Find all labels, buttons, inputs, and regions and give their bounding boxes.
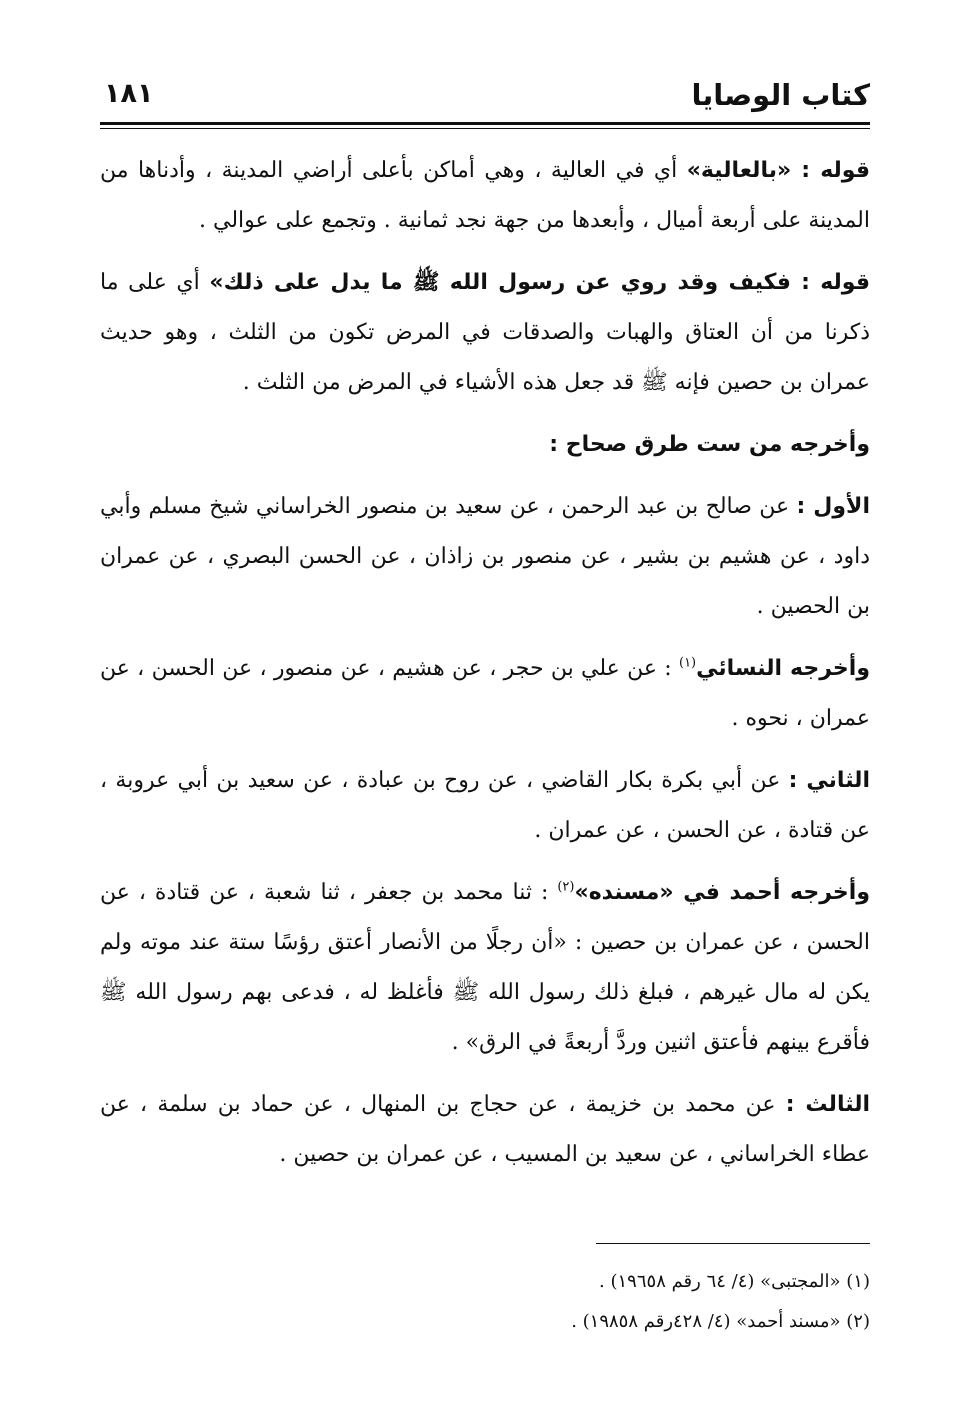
footnote-ref[interactable]: (١) [678,655,697,671]
paragraph [100,258,870,408]
paragraph-lead: الأول : [796,494,870,519]
paragraph [100,644,870,744]
paragraph-lead: وأخرجه أحمد في «مسنده» [574,880,870,905]
paragraph-lead: وأخرجه النسائي [696,656,870,681]
paragraph [100,482,870,632]
footnote-separator [596,1243,870,1244]
paragraph-text: عن محمد بن خزيمة ، عن حجاج بن المنهال ، عن حماد بن سلمة ، عن عطاء الخراساني ، عن سعيد بن المسيب ، عن عمران بن حصين . [100,1092,870,1167]
paragraph [100,868,870,1068]
paragraph-text: أي على ما ذكرنا من أن العتاق والهبات والصدقات في المرض تكون من الثلث ، وهو حديث عمران بن حصين فإنه ﷺ قد جعل هذه الأشياء في المرض من الثلث . [100,270,870,395]
paragraph-lead: الثالث : [785,1092,870,1117]
page-number: ١٨١ [104,78,154,109]
footnotes [100,1262,870,1342]
footnote: (٢) «مسند أحمد» (٤/ ٤٢٨رقم ١٩٨٥٨) . [571,1311,870,1332]
paragraph [100,756,870,856]
paragraph [100,1080,870,1180]
footnote-ref[interactable]: (٢) [557,879,575,895]
paragraph-text: أي في العالية ، وهي أماكن بأعلى أراضي المدينة ، وأدناها من المدينة على أربعة أميال ، وأبعدها من جهة نجد ثمانية . وتجمع على عوالي . [100,158,870,233]
paragraph-text: عن صالح بن عبد الرحمن ، عن سعيد بن منصور الخراساني شيخ مسلم وأبي داود ، عن هشيم بن بشير ، عن منصور بن زاذان ، عن الحسن البصري ، عن عمران بن الحصين . [100,494,870,619]
paragraph-lead: وأخرجه من ست طرق صحاح : [549,432,870,457]
footnote: (١) «المجتبى» (٤/ ٦٤ رقم ١٩٦٥٨) . [599,1271,870,1292]
main-text [100,146,870,1192]
paragraph [100,420,870,470]
header-rule-thick [100,122,870,125]
paragraph-text: : ثنا محمد بن جعفر ، ثنا شعبة ، عن قتادة ، عن الحسن ، عن عمران بن حصين : «أن رجلًا من الأنصار أعتق رؤسًا ستة عند موته ولم يكن له مال غيرهم ، فبلغ ذلك رسول الله ﷺ فأغلظ له ، فدعى بهم رسول الله ﷺ فأقرع بينهم فأعتق اثنين وردَّ أربعةً في الرق» . [100,880,870,1055]
page-header [100,78,870,118]
paragraph-text: : عن علي بن حجر ، عن هشيم ، عن منصور ، عن الحسن ، عن عمران ، نحوه . [100,656,870,731]
paragraph-lead: قوله : فكيف وقد روي عن رسول الله ﷺ ما يدل على ذلك» [209,270,871,295]
chapter-title: كتاب الوصايا [691,78,870,112]
paragraph-lead: الثاني : [788,768,870,793]
header-rule-thin [100,128,870,129]
paragraph-text: عن أبي بكرة بكار القاضي ، عن روح بن عبادة ، عن سعيد بن أبي عروبة ، عن قتادة ، عن الحسن ، عن عمران . [100,768,870,843]
paragraph-lead: قوله : «بالعالية» [686,158,870,183]
paragraph [100,146,870,246]
